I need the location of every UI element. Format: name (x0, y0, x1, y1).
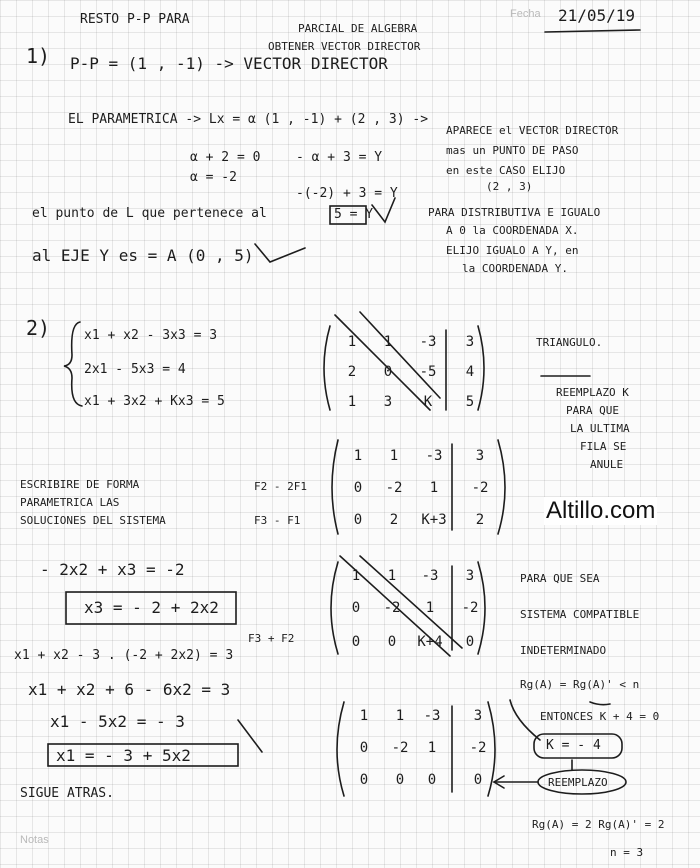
matrix3-cell: 3 (465, 568, 475, 584)
row-op-2: F3 - F1 (254, 514, 301, 527)
matrix4-cell: 3 (473, 708, 483, 724)
matrix4-cell: 1 (359, 708, 369, 724)
matrix3-cell: 0 (351, 600, 361, 616)
matrix1-cell: 5 (465, 394, 475, 410)
matrix2-cell: 1 (429, 480, 439, 496)
matrix3-cell: -3 (421, 568, 439, 584)
matrix2-cell: 2 (389, 512, 399, 528)
altillo-watermark: Altillo.com (546, 497, 656, 524)
matrix4-cell: 1 (395, 708, 405, 724)
matrix2-cell: -2 (471, 480, 489, 496)
ex1-note-b: mas un PUNTO DE PASO (446, 144, 579, 157)
ex1-eq1: α + 2 = 0 (190, 150, 261, 165)
matrix4-cell: 0 (359, 772, 369, 788)
param-note-3: SOLUCIONES DEL SISTEMA (20, 514, 166, 527)
matrix1-cell: 2 (347, 364, 357, 380)
triangulo-note-5: FILA SE (580, 440, 627, 453)
k-box: K = - 4 (546, 738, 601, 753)
matrix3-cell: 0 (465, 634, 475, 650)
matrix1-cell: K (423, 394, 433, 410)
matrix4-cell: -3 (423, 708, 441, 724)
ex1-eq2: α = -2 (190, 170, 237, 185)
matrix2-cell: 1 (389, 448, 399, 464)
ex1-note-a: APARECE el VECTOR DIRECTOR (446, 124, 619, 137)
compat-note-4: Rg(A) = Rg(A)' < n (520, 678, 640, 691)
compat-note-3: INDETERMINADO (520, 644, 607, 657)
header-title-2: PARCIAL DE ALGEBRA (298, 22, 418, 35)
date-underline (545, 30, 640, 32)
header-date: 21/05/19 (558, 6, 636, 25)
matrix4-left-bracket (337, 702, 344, 796)
ex1-result-box: 5 = Y (334, 207, 374, 222)
matrix2-cell: -2 (385, 480, 403, 496)
check-mark-2 (255, 244, 305, 262)
matrix1-cell: 0 (383, 364, 393, 380)
matrix1-cell: 3 (465, 334, 475, 350)
ex2-system-eq1: x1 + x2 - 3x3 = 3 (84, 328, 218, 343)
param-note-1: ESCRIBIRE DE FORMA (20, 478, 140, 491)
printed-notas-label: Notas (20, 834, 49, 846)
sigue-atras: SIGUE ATRAS. (20, 786, 114, 801)
eq-a: - 2x2 + x3 = -2 (40, 560, 185, 579)
header-title-1: RESTO P-P PARA (80, 12, 190, 27)
compat-note-2: SISTEMA COMPATIBLE (520, 608, 640, 621)
matrix1-diagonal-b (360, 312, 440, 398)
ex2-system-eq2: 2x1 - 5x3 = 4 (84, 362, 186, 377)
matrix2-cell: 0 (353, 512, 363, 528)
matrix2-cell: -3 (425, 448, 443, 464)
matrix1-cell: 1 (347, 394, 357, 410)
matrix4-cell: 1 (427, 740, 437, 756)
matrix3-cell: -2 (383, 600, 401, 616)
ex2-system-eq3: x1 + 3x2 + Kx3 = 5 (84, 394, 225, 409)
side-tick (590, 702, 610, 705)
ex1-vector-line: P-P = (1 , -1) -> VECTOR DIRECTOR (70, 54, 388, 73)
ex1-eq4: -(-2) + 3 = Y (296, 186, 398, 201)
matrix1-cell: 1 (347, 334, 357, 350)
param-note-2: PARAMETRICA LAS (20, 496, 120, 509)
ex1-point-line1: el punto de L que pertenece al (32, 206, 267, 221)
ex1-note-e: PARA DISTRIBUTIVA E IGUALO (428, 206, 601, 219)
eq-d: x1 - 5x2 = - 3 (50, 712, 185, 731)
matrix1-cell: 3 (383, 394, 393, 410)
matrix4-cell: -2 (391, 740, 409, 756)
box-x3: x3 = - 2 + 2x2 (84, 598, 219, 617)
eq-b: x1 + x2 - 3 . (-2 + 2x2) = 3 (14, 648, 234, 663)
ex1-note-f: A 0 la COORDENADA X. (446, 224, 579, 237)
matrix1-cell: -3 (419, 334, 437, 350)
matrix4-cell: 0 (395, 772, 405, 788)
n-line: n = 3 (610, 846, 644, 859)
matrix2-cell: 2 (475, 512, 485, 528)
matrix2-cell: 0 (353, 480, 363, 496)
ex1-note-h: la COORDENADA Y. (462, 262, 568, 275)
triangulo-note-1: TRIANGULO. (536, 336, 603, 349)
check-mark-1 (372, 198, 395, 222)
matrix1-cell: 1 (383, 334, 393, 350)
eq-c: x1 + x2 + 6 - 6x2 = 3 (28, 680, 231, 699)
ex1-note-c: en este CASO ELIJO (446, 164, 566, 177)
side-curve (510, 700, 540, 740)
matrix4-cell: 0 (359, 740, 369, 756)
triangulo-note-4: LA ULTIMA (570, 422, 630, 435)
triangulo-note-2: REEMPLAZO K (556, 386, 629, 399)
compat-note-1: PARA QUE SEA (520, 572, 600, 585)
ex2-number: 2) (26, 316, 51, 340)
rank-line: Rg(A) = 2 Rg(A)' = 2 (532, 818, 665, 831)
row-op-1: F2 - 2F1 (254, 480, 307, 493)
matrix3-cell: 1 (387, 568, 397, 584)
ex1-note-g: ELIJO IGUALO A Y, en (446, 244, 579, 257)
reemplazo-label: REEMPLAZO (548, 776, 608, 789)
ex1-eq3: - α + 3 = Y (296, 150, 383, 165)
header-title-3: OBTENER VECTOR DIRECTOR (268, 40, 421, 53)
ex1-number: 1) (26, 44, 51, 68)
ex1-point-line2: al EJE Y es = A (0 , 5) (32, 246, 254, 265)
matrix2-cell: 1 (353, 448, 363, 464)
triangulo-note-3: PARA QUE (566, 404, 619, 417)
matrix2-cell: 3 (475, 448, 485, 464)
matrix3-cell: 1 (351, 568, 361, 584)
matrix2-cell: K+3 (421, 512, 447, 528)
ex1-note-d: (2 , 3) (486, 180, 533, 193)
pointer-line (238, 720, 262, 752)
matrix4-cell: -2 (469, 740, 487, 756)
matrix1-left-bracket (324, 326, 330, 410)
box-x1: x1 = - 3 + 5x2 (56, 746, 191, 765)
triangulo-note-6: ANULE (590, 458, 624, 471)
ex1-parametric: EL PARAMETRICA -> Lx = α (1 , -1) + (2 , 3) -> (68, 112, 429, 127)
matrix3-cell: K+4 (417, 634, 443, 650)
matrix4-cell: 0 (473, 772, 483, 788)
matrix3-cell: 0 (351, 634, 361, 650)
printed-fecha-label: Fecha (510, 8, 541, 20)
matrix3-cell: 0 (387, 634, 397, 650)
matrix1-cell: 4 (465, 364, 475, 380)
compat-note-5: ENTONCES K + 4 = 0 (540, 710, 660, 723)
matrix1-cell: -5 (419, 364, 437, 380)
matrix3-cell: 1 (425, 600, 435, 616)
matrix3-cell: -2 (461, 600, 479, 616)
system-brace (64, 322, 82, 406)
row-op-3: F3 + F2 (248, 632, 295, 645)
matrix4-cell: 0 (427, 772, 437, 788)
